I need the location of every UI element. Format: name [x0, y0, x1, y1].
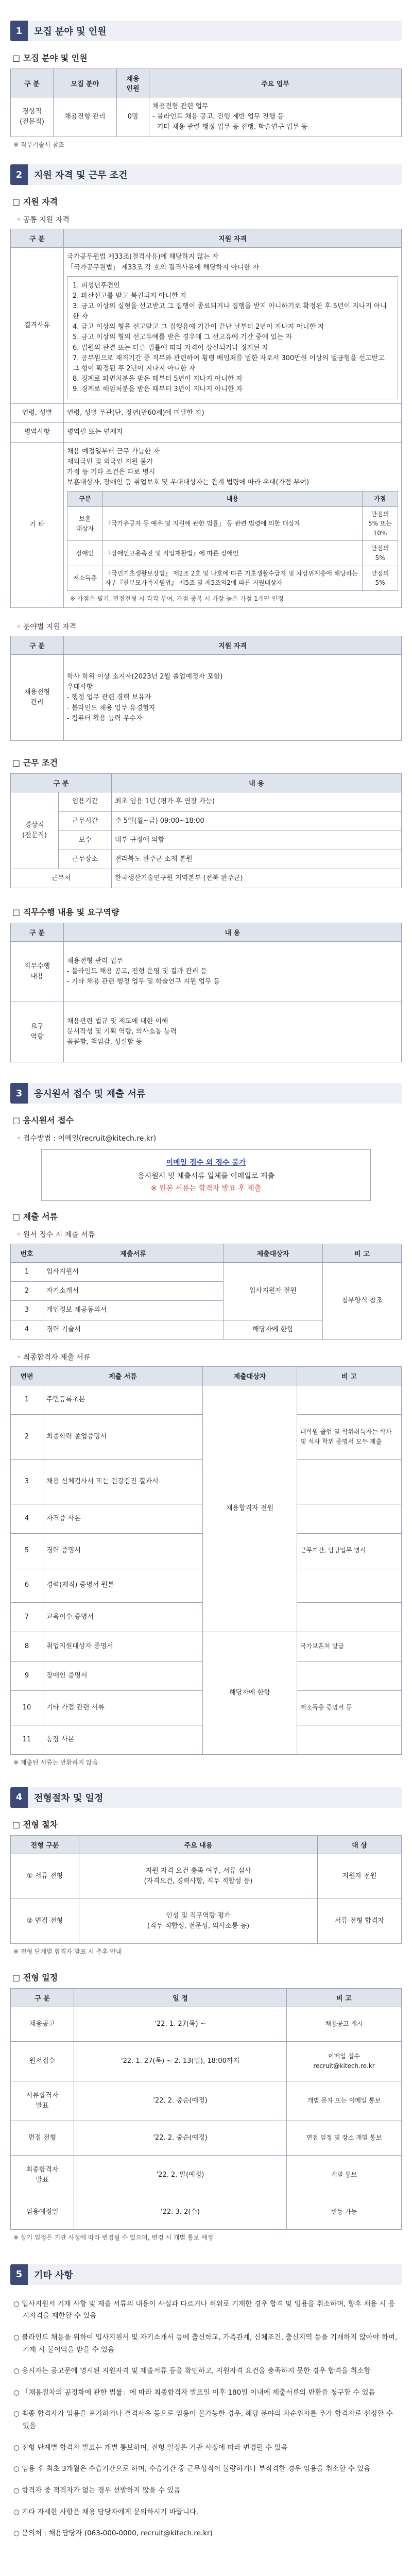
th-mini: 내용 — [103, 492, 363, 507]
cell: 최종학력 졸업증명서 — [43, 1414, 203, 1459]
cell — [297, 1459, 402, 1504]
row-text: 병역필 또는 면제자 — [64, 423, 402, 442]
list-item: ○ 응시자는 공고문에 명시된 지원자격 및 제출서류 등을 확인하고, 지원자격 요건을 충족하지 못한 경우 합격을 취소함 — [13, 2367, 371, 2376]
cell: ② 면접 전형 — [11, 1899, 79, 1943]
list-item: 우대사항 — [67, 683, 93, 691]
cell: 개인정보 제공동의서 — [43, 1301, 224, 1320]
note: ※ 제출된 서류는 반환하지 않음 — [13, 1758, 98, 1766]
application-docs-table — [10, 1244, 402, 1340]
cell: 주민등록초본 — [43, 1385, 203, 1414]
cell: 통장 사본 — [43, 1725, 203, 1754]
cell: '22. 1. 27(목) ~ — [74, 2007, 287, 2041]
mini-cell: 장애인 — [67, 541, 103, 566]
cell — [297, 1725, 402, 1754]
section-header-4 — [10, 1787, 402, 1808]
th: 전형 구분 — [11, 1835, 79, 1854]
etc-list — [64, 442, 402, 608]
cell: 4 — [11, 1504, 43, 1533]
cell: 지원자 전원 — [318, 1854, 402, 1899]
cell: 면접 전형 — [11, 2121, 74, 2155]
cell — [297, 1602, 402, 1632]
th: 제출대상자 — [224, 1244, 323, 1263]
th: 번호 — [11, 1244, 43, 1263]
cell: 4 — [11, 1320, 43, 1339]
cell: 해당자에 한함 — [224, 1320, 323, 1339]
th: 비 고 — [297, 1366, 402, 1385]
notes-list — [10, 2295, 402, 2540]
duty-line: 채용전형 관련 업무 — [152, 103, 209, 110]
th-field: 모집 분야 — [54, 69, 117, 97]
subheading: □ 직무수행 내용 및 요구역량 — [10, 906, 402, 918]
cell: 기타 가점 관련 서류 — [43, 1690, 203, 1725]
cell: 2 — [11, 1414, 43, 1459]
cell: '22. 3. 2(수) — [74, 2195, 287, 2229]
row-label: 직무수행 내용 — [11, 942, 64, 1002]
section-header-5 — [10, 2264, 402, 2285]
cell: 자기소개서 — [43, 1282, 224, 1301]
th-label: 구 분 — [11, 229, 64, 248]
th-label: 구 분 — [11, 774, 112, 792]
disqualification-box — [67, 276, 398, 400]
cell: 첨부양식 참조 — [323, 1263, 402, 1340]
list-item: 5. 금고 이상의 형의 선고유예를 받은 경우에 그 선고유예 기간 중에 있는 자 — [73, 333, 293, 342]
cell: 입사지원서 — [43, 1263, 224, 1282]
page — [10, 0, 402, 2540]
th: 제출대상자 — [203, 1366, 297, 1385]
cell: 6 — [11, 1568, 43, 1602]
section-number: 2 — [10, 164, 28, 185]
th: 대 상 — [318, 1835, 402, 1854]
mini-cell: 『장애인고용촉진 및 직업재활법』에 따른 장애인 — [103, 541, 363, 566]
recruit-table — [10, 69, 402, 137]
cond-key: 근무시간 — [59, 811, 112, 831]
cell: 11 — [11, 1725, 43, 1754]
small-heading: ◦ 최종합격자 제출 서류 — [16, 1352, 402, 1362]
list-item: 8. 징계로 파면처분을 받은 때부터 5년이 지나지 아니한 자 — [73, 375, 243, 383]
section-number: 1 — [10, 21, 28, 41]
list-item: 채용전형 관리 업무 — [67, 957, 123, 965]
cell: 해당자에 한함 — [203, 1632, 297, 1754]
list-item: - 블라인드 채용 업무 유경험자 — [67, 704, 156, 712]
list-item: 3. 금고 이상의 실형을 선고받고 그 집행이 종료되거나 집행을 받지 아니하기로 확정된 후 5년이 지나지 아니한 자 — [73, 302, 387, 321]
list-item: 채용 예정일부터 근무 가능한 자 — [67, 447, 160, 455]
th: 비 고 — [323, 1244, 402, 1263]
row-label: 요구 역량 — [11, 1002, 64, 1062]
list-item: 「국가공무원법」 제33조 각 호의 결격사유에 해당하지 아니한 자 — [67, 263, 259, 272]
schedule-table — [10, 1988, 402, 2230]
cond-key: 임용기간 — [59, 792, 112, 811]
cell: 채용공고 — [11, 2007, 74, 2041]
cell: 5 — [11, 1533, 43, 1568]
row-label: 병역사항 — [11, 423, 64, 442]
list-item: 학사 학위 이상 소지자(2023년 2월 졸업예정자 포함) — [67, 673, 223, 681]
cond-key: 근무처 — [11, 869, 112, 888]
th: 일 정 — [74, 1988, 287, 2007]
list-item: ○ 합격자 중 적격자가 없는 경우 선발하지 않을 수 있음 — [13, 2486, 181, 2495]
cond-key: 근무장소 — [59, 850, 112, 869]
list-item: ○ 임용 후 최초 3개월은 수습기간으로 하며, 수습기간 중 근무성적이 불량하거나 부적격한 경우 임용을 취소할 수 있음 — [13, 2465, 371, 2473]
section-header-2 — [10, 164, 402, 185]
cell: 면접 일정 및 장소 개별 통보 — [287, 2121, 402, 2155]
cell: 채용 신체검사서 또는 건강검진 결과서 — [43, 1459, 203, 1504]
th-content: 지원 자격 — [64, 229, 402, 248]
list-item: 6. 법원의 판결 또는 다른 법률에 따라 자격이 상실되거나 정지된 자 — [73, 344, 269, 352]
cell: '22. 2. 중순(예정) — [74, 2121, 287, 2155]
th-label: 구 분 — [11, 923, 64, 942]
section-header-3 — [10, 1083, 402, 1104]
list-item: 가점 등 기타 조건은 따로 명시 — [67, 468, 156, 476]
list-item: ○ 입사지원서 기재 사항 및 제출 서류의 내용이 사실과 다르거나 허위로 기재한 경우 합격 및 임용을 취소하며, 향후 채용 시 응시자격을 제한할 수 있음 — [13, 2299, 395, 2320]
row-label: 연령, 성별 — [11, 404, 64, 423]
cell: 7 — [11, 1602, 43, 1632]
mini-cell: 『국민기초생활보장법』 제2조 2호 및 나호에 따른 기초생활수급자 및 차상위계층에 해당하는 자 / 『한부모가족지원법』 제5조 및 제5조의2에 따른 지원대상자 — [103, 566, 363, 590]
cell — [297, 1661, 402, 1690]
cell: 경력(재직) 증명서 원본 — [43, 1568, 203, 1602]
th-content: 내 용 — [112, 774, 402, 792]
list-item: 문서작성 및 기획 역량, 의사소통 능력 — [67, 1028, 177, 1036]
th-count: 채용 인원 — [117, 69, 149, 97]
cell: '22. 2. 중순(예정) — [74, 2081, 287, 2121]
cell: 10 — [11, 1690, 43, 1725]
cell: '22. 2. 말(예정) — [74, 2155, 287, 2195]
duty-list — [64, 942, 402, 1002]
section-title: 기타 사항 — [34, 2269, 73, 2281]
subheading: □ 전형 일정 — [10, 1971, 402, 1983]
th: 비 고 — [287, 1988, 402, 2007]
th-duties: 주요 업무 — [149, 69, 402, 97]
note: ※ 상기 일정은 기관 사정에 따라 변경될 수 있으며, 변경 시 개별 통보 예정 — [13, 2233, 214, 2241]
cell-category: 경상직 (전문직) — [11, 97, 54, 137]
mini-cell: 만점의 5% 또는 10% — [363, 506, 398, 541]
list-item: ○ 「채용절차의 공정화에 관한 법률」에 따라 최종합격자 발표일 이후 180일 이내에 제출서류의 반환을 청구할 수 있음 — [13, 2388, 375, 2397]
section-number: 4 — [10, 1787, 28, 1808]
mini-cell: 만점의 5% — [363, 566, 398, 590]
list-item: ○ 블라인드 채용을 위하여 입사지원서 및 자기소개서 등에 출신학교, 가족관계, 신체조건, 출신지역 등을 기재하지 않아야 하며, 기재 시 불이익을 받을 수 있음 — [13, 2333, 398, 2354]
row-label: 기 타 — [11, 442, 64, 608]
process-table — [10, 1835, 402, 1944]
subheading: □ 근무 조건 — [10, 756, 402, 768]
cell: 장애인 증명서 — [43, 1661, 203, 1690]
small-heading: ◦ 공통 지원 자격 — [16, 214, 402, 225]
cell: 1 — [11, 1263, 43, 1282]
cell: 대학원 졸업 및 학위취득자는 학사 및 석사 학위 증명서 모두 제출 — [297, 1414, 402, 1459]
list-item: ○ 문의처 : 채용담당자 (063-000-0000, recruit@kitech.re.kr) — [13, 2529, 213, 2538]
cell: 인성 및 직무역량 평가 (직무 적합성, 전문성, 의사소통 등) — [79, 1899, 318, 1943]
th-category: 구 분 — [11, 69, 54, 97]
list-item: - 기타 채용 관련 행정 업무 및 학술연구 지원 업무 등 — [67, 978, 220, 986]
th-label: 구 분 — [11, 636, 64, 655]
mini-cell: 저소득층 — [67, 566, 103, 590]
mini-cell: 만점의 5% — [363, 541, 398, 566]
list-item: 2. 파산선고를 받고 복권되지 아니한 자 — [73, 292, 187, 300]
cell: 8 — [11, 1632, 43, 1661]
duty-line: - 블라인드 채용 공고, 진행 제반 업무 진행 등 — [152, 113, 284, 121]
list-item: - 컴퓨터 활용 능력 우수자 — [67, 714, 143, 722]
list-item: 9. 징계로 해임처분을 받은 때부터 3년이 지나지 아니한 자 — [73, 385, 243, 394]
cell: 경력 증명서 — [43, 1533, 203, 1568]
section-title: 응시원서 접수 및 제출 서류 — [34, 1089, 146, 1100]
cell: 이메일 접수 recruit@kitech.re.kr — [287, 2041, 402, 2081]
cond-value: 내부 규정에 의함 — [112, 831, 402, 850]
cell: ① 서류 전형 — [11, 1854, 79, 1899]
th-content: 지원 자격 — [64, 636, 402, 655]
row-label: 경상직 (전문직) — [11, 792, 59, 869]
cell: 3 — [11, 1459, 43, 1504]
cell: '22. 1. 27(목) ~ 2. 13(일), 18:00까지 — [74, 2041, 287, 2081]
final-docs-table — [10, 1366, 402, 1755]
cell: 채용합격자 전원 — [203, 1385, 297, 1632]
qualification-table — [10, 229, 402, 608]
list-item: 재외국민 및 외국인 지원 불가 — [67, 457, 153, 466]
subheading: □ 전형 절차 — [10, 1818, 402, 1830]
cond-value: 한국생산기술연구원 지역본부 (전북 완주군) — [112, 869, 402, 888]
th: 연번 — [11, 1366, 43, 1385]
cell: 자격증 사본 — [43, 1504, 203, 1533]
th: 제출 서류 — [43, 1366, 203, 1385]
cond-key: 보수 — [59, 831, 112, 850]
section-header-1 — [10, 21, 402, 41]
note: ※ 직무기술서 참조 — [13, 141, 64, 149]
competency-list — [64, 1002, 402, 1062]
th-mini: 가점 — [363, 492, 398, 507]
cell: 서류 전형 합격자 — [318, 1899, 402, 1943]
cell — [297, 1504, 402, 1533]
list-item: 보훈대상자, 장애인 등 취업보호 및 우대대상자는 관계 법령에 따라 우대(가점 부여) — [67, 478, 310, 486]
note: ※ 전형 단계별 합격자 발표 시 추후 안내 — [13, 1947, 122, 1955]
list-item: ○ 전형 단계별 합격자 발표는 개별 통보하며, 전형 일정은 기관 사정에 따라 변경될 수 있음 — [13, 2443, 288, 2452]
note: ※ 가점은 필기, 면접전형 시 각각 부여, 가점 중복 시 가장 높은 가점 1개만 인정 — [70, 595, 284, 602]
subheading: □ 모집 분야 및 인원 — [10, 52, 402, 63]
section-number: 3 — [10, 1083, 28, 1104]
section-number: 5 — [10, 2264, 28, 2285]
row-text: 연령, 성별 무관(단, 정년(만60세)에 미달한 자) — [64, 404, 402, 423]
mini-cell: 『국가유공자 등 예우 및 지원에 관한 법률』 등 관련 법령에 의한 대상자 — [103, 506, 363, 541]
notice-box — [41, 1149, 371, 1201]
cond-value: 주 5일(월~금) 09:00~18:00 — [112, 811, 402, 831]
cell: 교육이수 증명서 — [43, 1602, 203, 1632]
subheading: □ 응시원서 접수 — [10, 1114, 402, 1126]
mini-cell: 보훈 대상자 — [67, 506, 103, 541]
cell: 최종합격자 발표 — [11, 2155, 74, 2195]
cell: 개별 문자 또는 이메일 통보 — [287, 2081, 402, 2121]
conditions-table — [10, 773, 402, 888]
cell — [297, 1568, 402, 1602]
field-list — [64, 655, 402, 741]
cell-field: 채용전형 관리 — [54, 97, 117, 137]
cell — [297, 1385, 402, 1414]
subheading: □ 지원 자격 — [10, 195, 402, 207]
cell: 변동 가능 — [287, 2195, 402, 2229]
list-item: ○ 최종 합격자가 임용을 포기하거나 결격사유 등으로 임용이 불가능한 경우, 해당 분야의 차순위자를 추가 합격자로 선정할 수 있음 — [13, 2410, 393, 2431]
section-title: 지원 자격 및 근무 조건 — [34, 170, 128, 181]
bonus-table — [67, 491, 398, 591]
list-item: ○ 기타 자세한 사항은 채용 담당자에게 문의하시기 바랍니다. — [13, 2507, 199, 2516]
cell: 1 — [11, 1385, 43, 1414]
list-item: - 블라인드 채용 공고, 전형 운영 및 결과 관리 등 — [67, 968, 208, 976]
th: 구 분 — [11, 1988, 74, 2007]
row-label: 채용전형 관리 — [11, 655, 64, 741]
list-item: 1. 피성년후견인 — [73, 281, 120, 290]
cell: 서류합격자 발표 — [11, 2081, 74, 2121]
list-item: 꼼꼼함, 책임감, 성실함 등 — [67, 1038, 143, 1046]
subheading: □ 제출 서류 — [10, 1210, 402, 1222]
cell: 취업지원대상자 증명서 — [43, 1632, 203, 1661]
list-item: - 행정 업무 관련 경력 보유자 — [67, 693, 151, 702]
list-item: 4. 금고 이상의 형을 선고받고 그 집행유예 기간이 끝난 날부터 2년이 지나지 아니한 자 — [73, 323, 324, 331]
cell-count: 0명 — [117, 97, 149, 137]
cell: 2 — [11, 1282, 43, 1301]
section-title: 전형절차 및 일정 — [34, 1792, 104, 1804]
cell-duties — [149, 97, 402, 137]
disqualification-list — [64, 248, 402, 404]
th-content: 내 용 — [64, 923, 402, 942]
notice-line: 이메일 접수 외 접수 불가 — [166, 1159, 246, 1167]
cell: 임용예정일 — [11, 2195, 74, 2229]
th: 주요 내용 — [79, 1835, 318, 1854]
row-label: 결격사유 — [11, 248, 64, 404]
cell: 채용공고 게시 — [287, 2007, 402, 2041]
notice-line: 응시원서 및 제출서류 일체를 이메일로 제출 — [138, 1172, 274, 1181]
cell: 국가보훈처 발급 — [297, 1632, 402, 1661]
small-heading: ◦ 원서 접수 시 제출 서류 — [16, 1229, 402, 1240]
section-title: 모집 분야 및 인원 — [34, 26, 107, 37]
list-item: 채용관련 법규 및 제도에 대한 이해 — [67, 1017, 168, 1025]
cell: 지원 자격 요건 충족 여부, 서류 심사 (자격요건, 경력사항, 직무 적합성 등) — [79, 1854, 318, 1899]
notice-line: ※ 원본 서류는 합격자 발표 후 제출 — [150, 1184, 262, 1193]
cell: 근무기간, 담당업무 명시 — [297, 1533, 402, 1568]
cell: 개별 통보 — [287, 2155, 402, 2195]
cond-value: 전라북도 완주군 소재 본원 — [112, 850, 402, 869]
cell: 원서접수 — [11, 2041, 74, 2081]
cell: 9 — [11, 1661, 43, 1690]
small-heading: ◦ 분야별 지원 자격 — [16, 621, 402, 632]
cond-value: 최초 임용 1년 (평가 후 연장 가능) — [112, 792, 402, 811]
cell: 경력 기술서 — [43, 1320, 224, 1339]
cell: 저소득층 증명서 등 — [297, 1690, 402, 1725]
small-heading: ◦ 접수방법 : 이메일(recruit@kitech.re.kr) — [16, 1133, 402, 1143]
th-mini: 구분 — [67, 492, 103, 507]
duty-line: - 기타 채용 관련 행정 업무 등 진행, 학술연구 업무 등 — [152, 123, 308, 131]
list-item: 국가공무원법 제33조(결격사유)에 해당하지 않는 자 — [67, 253, 219, 261]
duty-table — [10, 923, 402, 1062]
field-qualification-table — [10, 636, 402, 741]
cell: 3 — [11, 1301, 43, 1320]
list-item: 7. 공무원으로 재직기간 중 직무와 관련하여 횡령 배임죄를 범한 자로서 300만원 이상의 벌금형을 선고받고 그 형이 확정된 후 2년이 지나지 아니한 자 — [73, 354, 385, 372]
cell: 입사지원자 전원 — [224, 1263, 323, 1320]
th: 제출서류 — [43, 1244, 224, 1263]
